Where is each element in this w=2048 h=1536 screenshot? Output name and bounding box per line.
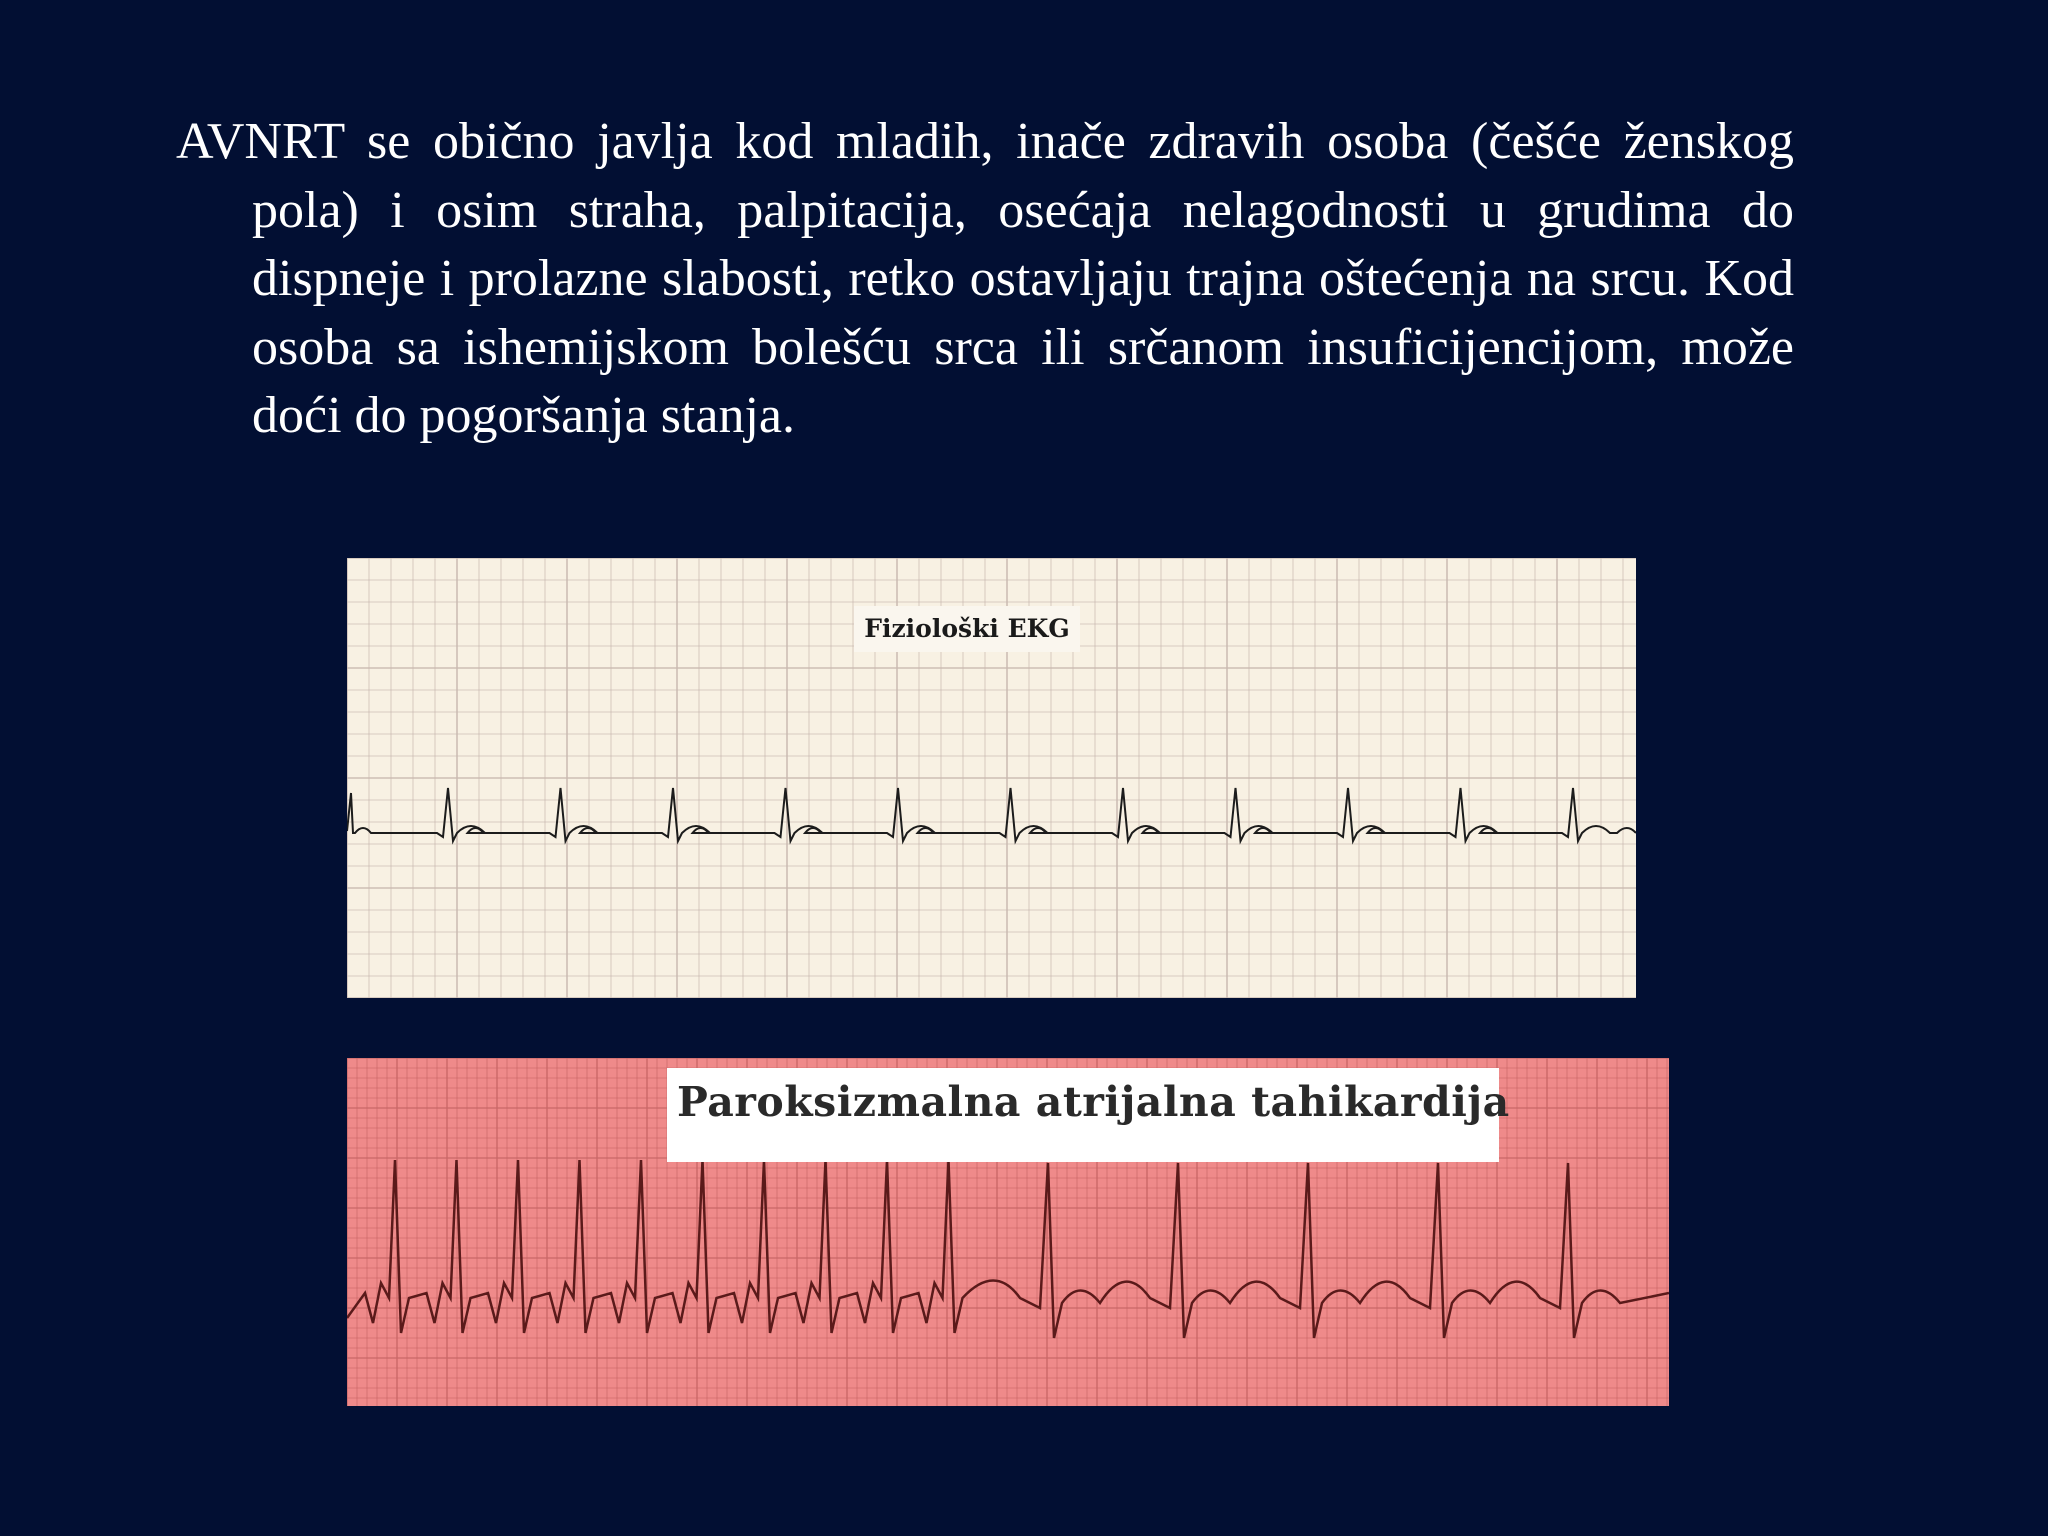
normal-ekg-caption: Fiziološki EKG: [854, 606, 1080, 652]
tachycardia-ekg-caption: Paroksizmalna atrijalna tahikardija: [667, 1068, 1499, 1162]
tachycardia-ekg-strip: [347, 1058, 1669, 1406]
slide-paragraph: AVNRT se obično javlja kod mladih, inače zdravih osoba (češće ženskog pola) i osim straha, palpitacija, osećaja nelagodnosti u grudima do dispneje i prolazne slabosti, retko ostavljaju trajna oštećenja na srcu. Kod osoba sa ishemijskom bolešću srca ili srčanom insuficijencijom, može doći do pogoršanja stanja.: [176, 113, 1794, 444]
normal-ekg-strip: [347, 558, 1636, 998]
